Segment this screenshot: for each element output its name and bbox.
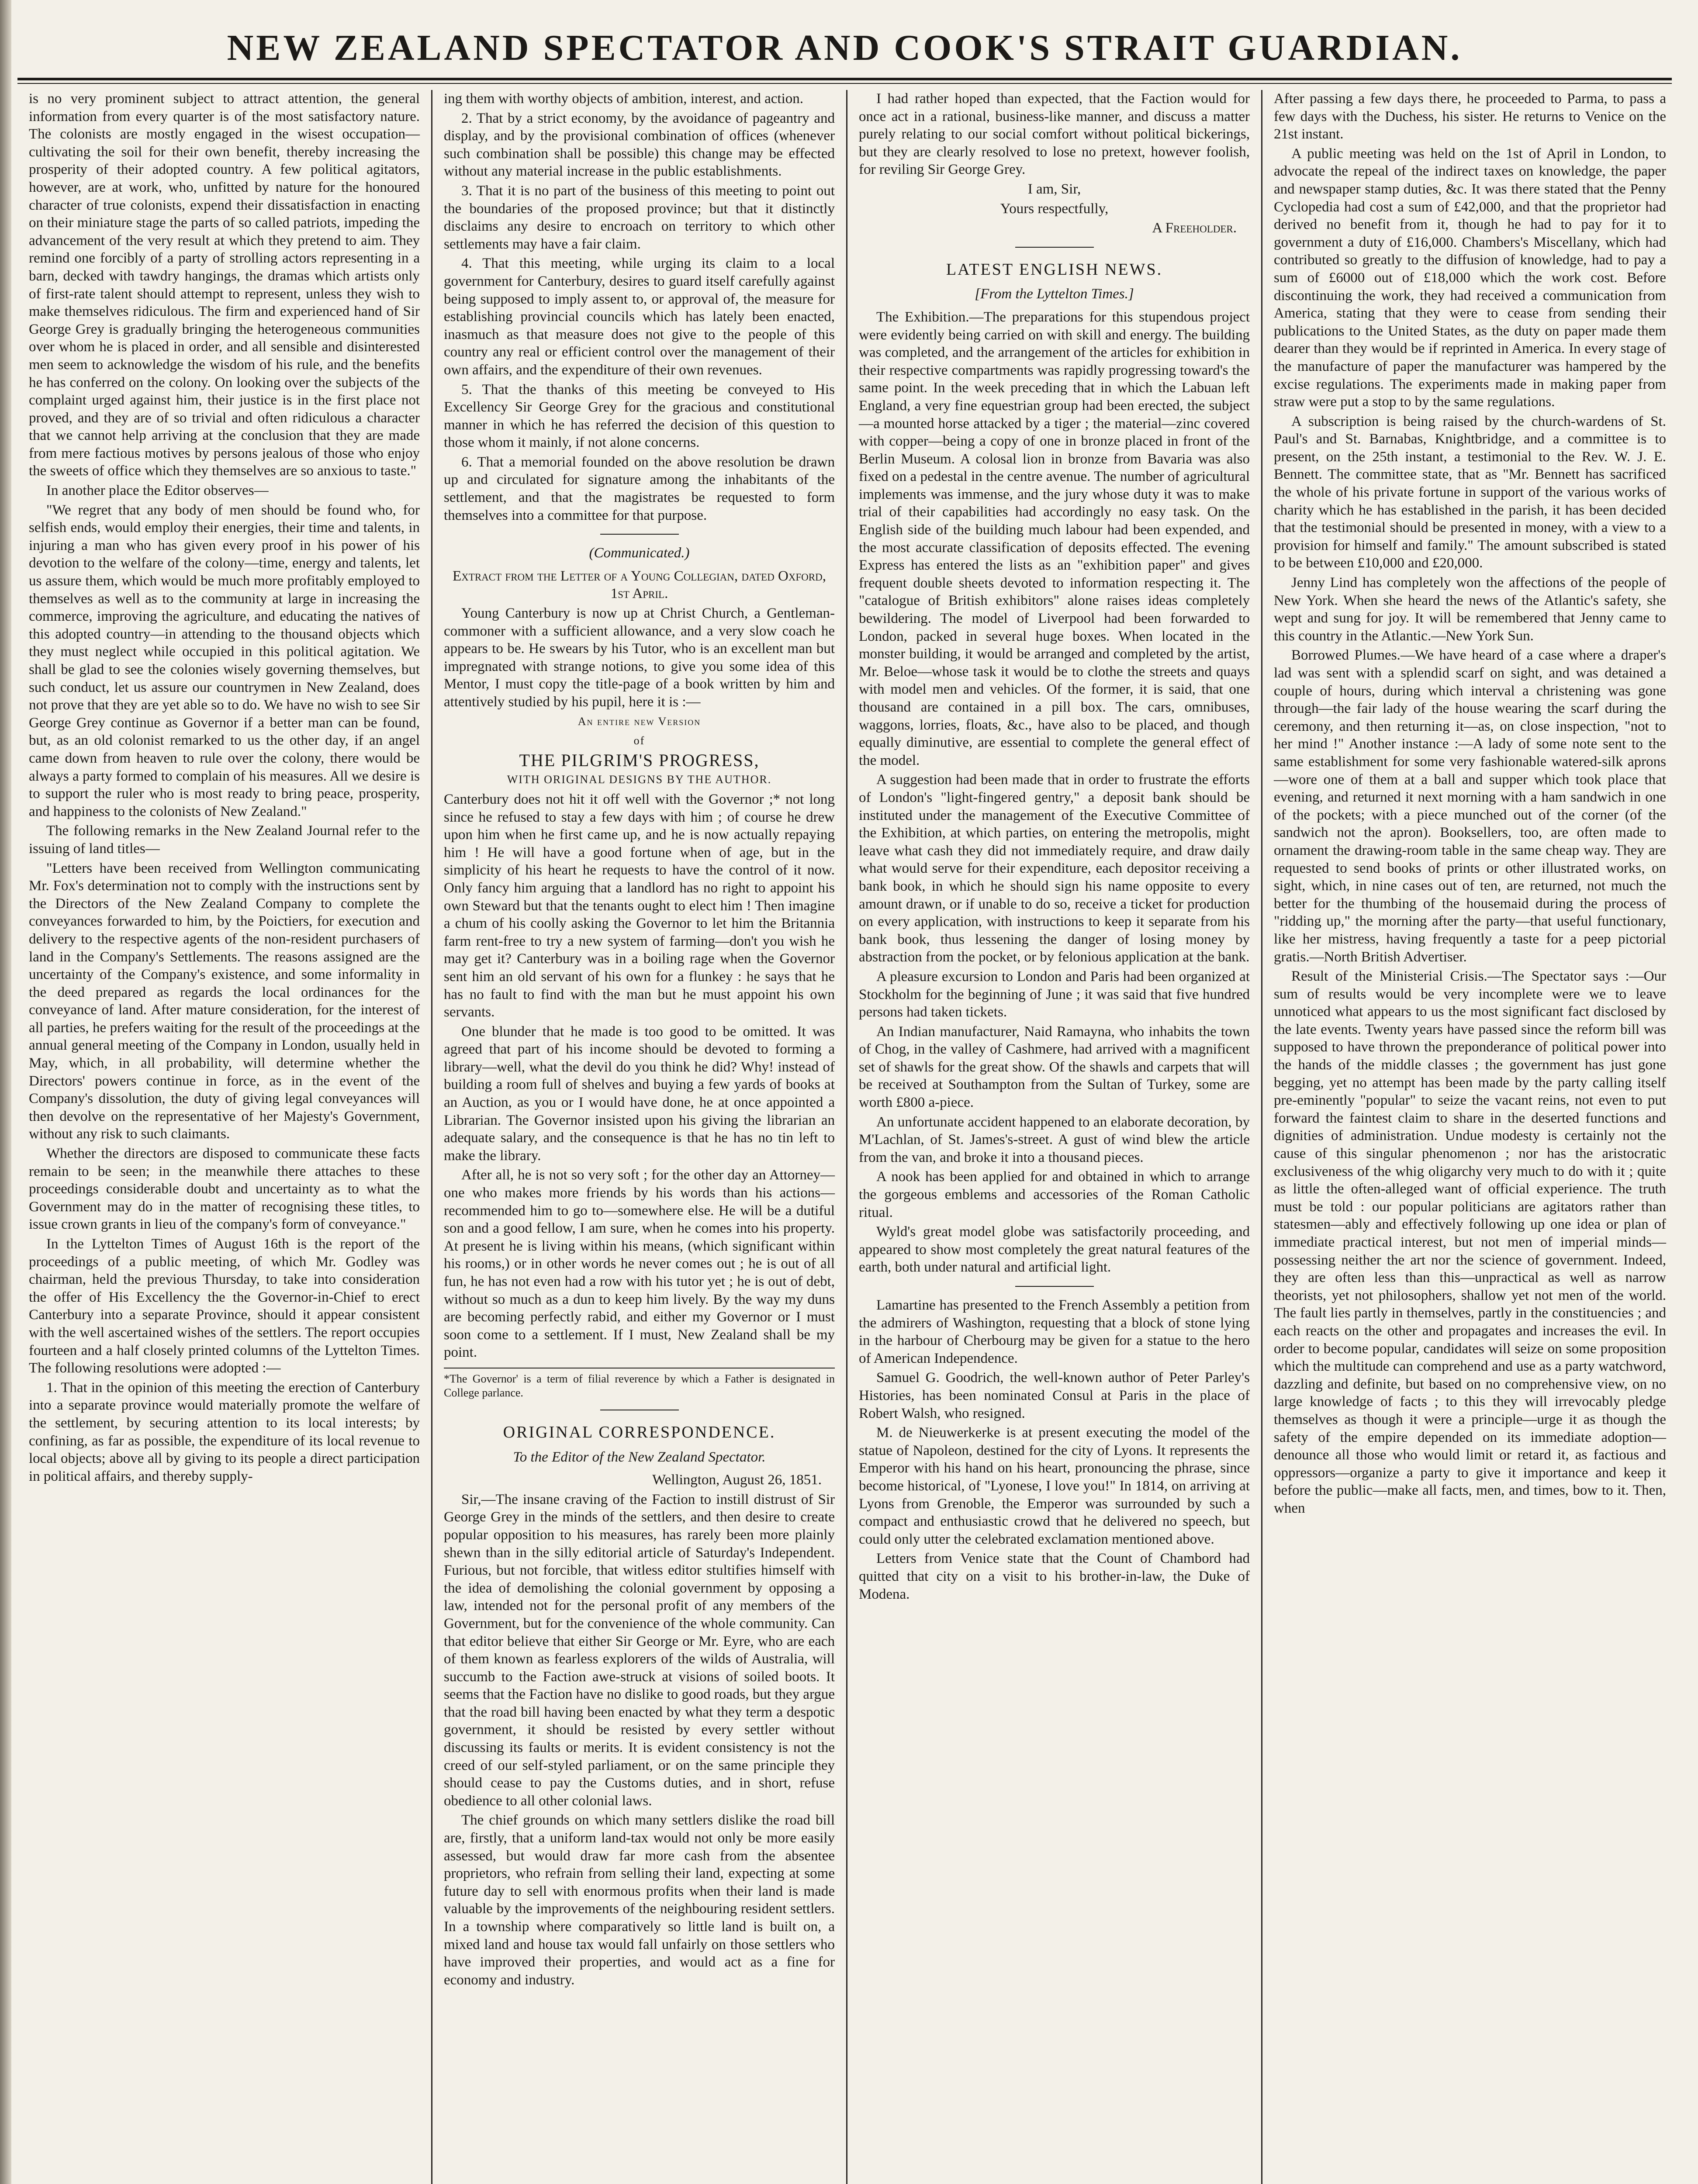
resolution-item: ing them with worthy objects of ambition, interest, and action. [444,91,804,107]
columns [17,90,1672,2184]
article-paragraph: In another place the Editor observes— [46,483,269,499]
entire-version-label: An entire new Version [578,715,701,728]
signature-line: Yours respectfully, [1000,200,1109,217]
signature-line: I am, Sir, [1027,181,1081,197]
news-paragraph: Samuel G. Goodrich, the well-known author of Peter Parley's Histories, has been nominated Consul at Paris in the place of Robert Walsh, who resigned. [859,1370,1250,1421]
news-paragraph: A public meeting was held on the 1st of April in London, to advocate the repeal of the indirect taxes on knowledge, the paper and newspaper stamp duties, &c. It was there stated that the Penny Cyclopedia had cost a sum of £42,000, and that the proprietor had derived no benefit from it, though he had to pay for it to government a duty of £16,000. Chambers's Miscellany, which had contributed so greatly to the diffusion of knowledge, had to pay a sum of £6000 out of £18,000 which the work cost. Before discontinuing the work, they had received a communication from America, stating that they were to cease from sending their publications to the United States, as the duty on paper made them dearer than they would be if reprinted in America. In every stage of the manufacture of paper the manufacturer was hampered by the excise regulations. The experiments made in making paper from straw were put a stop to by the same regulations. [1274,145,1666,410]
news-paragraph: Jenny Lind has completely won the affections of the people of New York. When she heard the news of the Atlantic's safety, she wept and sung for joy. It will be remembered that Jenny came to this country in the Atlantic.—New York Sun. [1274,575,1666,644]
original-designs-label: WITH ORIGINAL DESIGNS BY THE AUTHOR. [507,773,772,786]
section-divider [1015,1286,1094,1287]
pilgrim-title: THE PILGRIM'S PROGRESS, [519,750,760,770]
news-paragraph: A nook has been applied for and obtained in which to arrange the gorgeous emblems and accessories of the Roman Catholic ritual. [859,1169,1250,1220]
column-1 [17,90,432,2184]
masthead-rule [17,78,1672,84]
resolution-item: 1. That in the opinion of this meeting the erection of Canterbury into a separate province would materially promote the welfare of the settlement, by securing attention to its local interests; by confining, as far as possible, the expenditure of its local revenue to local objects; above all by giving to its people a direct participation in political affairs, and thereby supply- [29,1379,420,1484]
news-paragraph: An Indian manufacturer, Naid Ramayna, who inhabits the town of Chog, in the valley of Cashmere, had arrived with a magnificent set of shawls for the great show. Of the shawls and carpets that will be received at Southampton from the Sultan of Turkey, some are worth £800 a-piece. [859,1023,1250,1111]
resolution-item: 3. That it is no part of the business of this meeting to point out the boundaries of the proposed province; but that it distinctly disclaims any desire to encroach on territory to which other settlements may have a fair claim. [444,183,835,252]
article-paragraph: is no very prominent subject to attract attention, the general information from every quarter is of the most satisfactory nature. The colonists are mostly engaged in the wisest occupation—cultivating the soil for their own benefit, thereby increasing the prosperity of their adopted country. A few political agitators, however, are at work, who, unfitted by nature for the honoured character of true colonists, expend their dissatisfaction in enacting on their miniature stage the parts of so called patriots, impeding the advancement of the very result at which they pretend to aim. They remind one forcibly of a party of strolling actors representing in a barn, decked with tawdry hangings, the dramas which artists only of first-rate talent should attempt to represent, unless they wish to make themselves ridiculous. The firm and experienced hand of Sir George Grey is gradually bringing the heterogeneous communities over whom he is placed in order, and all sensible and disinterested men seem to acknowledge the wisdom of his rule, and the benefits he has conferred on the colony. On looking over the subjects of the complaint urged against him, their justice is in the first place not proved, and they are of so trivial and often ridiculous a character that we cannot help arriving at the conclusion that they are made from mere factious motives by persons jealous of those who enjoy the sweets of office which they themselves are so anxious to taste." [29,91,420,479]
news-paragraph: The Exhibition.—The preparations for this stupendous project were evidently being carried on with skill and energy. The building was completed, and the arrangement of the articles for exhibition in their respective compartments was rapidly progressing toward's the same point. In the week preceding that in which the Labuan left England, a very fine equestrian group had been erected, the subject—a mounted horse attacked by a tiger ; the material—zinc covered with copper—being a copy of one in bronze placed in front of the Berlin Museum. A colosal lion in bronze from Bavaria was also fixed on a pedestal in the centre avenue. The number of agricultural implements was immense, and the jury whose duty it was to make trial of their capabilities had accordingly no easy task. On the English side of the building much labour had been expended, and the most accurate classification of deposits effected. The evening Express has entered the lists as an "exhibition paper" and gives frequent double sheets devoted to information respecting it. The "catalogue of British exhibitors" alone raises ideas completely bewildering. The model of Liverpool had been forwarded to London, packed in several huge boxes. When located in the monster building, it would be arranged and completed by the artist, Mr. Beloe—whose task it would be to clothe the streets and quays with model men and vehicles. Of the former, it is said, that one thousand are contained in a pill box. The cars, omnibuses, waggons, lorries, floats, &c., have also to be placed, and though equally diminutive, are essential to complete the general effect of the model. [859,309,1250,768]
masthead: NEW ZEALAND SPECTATOR AND COOK'S STRAIT GUARDIAN. [227,28,1463,68]
news-paragraph: Lamartine has presented to the French Assembly a petition from the admirers of Washington, requesting that a block of stone lying in the harbour of Cherbourg may be given for a statue to the hero of American Independence. [859,1297,1250,1366]
article-paragraph: One blunder that he made is too good to be omitted. It was agreed that part of his income should be devoted to forming a library—well, what the devil do you think he did? Why! instead of building a room full of shelves and buying a few yards of books at an Auction, as you or I would have done, he at once appointed a Librarian. The Governor insisted upon his giving the librarian an adequate salary, and the consequence is that he has no tin left to make the library. [444,1023,835,1164]
communicated-heading: (Communicated.) [589,545,690,561]
signature-name: A Freeholder. [1152,220,1237,236]
column-3 [847,90,1262,2184]
dateline: Wellington, August 26, 1851. [652,1472,822,1488]
news-paragraph: M. de Nieuwerkerke is at present executing the model of the statue of Napoleon, destined for the city of Lyons. It represents the Emperor with his hand on his heart, pronouncing the phrase, since become historical, of "Lyonese, I love you!" In 1814, on arriving at Lyons from Grenoble, the Emperor was surrounded by such a compact and enthusiastic crowd that he delivered no speech, but could only utter the celebrated exclamation mentioned above. [859,1425,1250,1547]
resolution-item: 6. That a memorial founded on the above resolution be drawn up and circulated for signature among the inhabitants of the settlement, and that the magistrates be requested to form themselves into a committee for that purpose. [444,454,835,523]
news-source: [From the Lyttelton Times.] [975,286,1134,302]
quoted-paragraph: Whether the directors are disposed to communicate these facts remain to be seen; in the meanwhile there attaches to these proceedings considerable doubt and uncertainty as to what the Government may do in the matter of recognising these titles, to issue crown grants in lieu of the company's form of conveyance." [29,1146,420,1233]
original-correspondence-title: ORIGINAL CORRESPONDENCE. [503,1423,776,1441]
news-paragraph: After passing a few days there, he proceeded to Parma, to pass a few days with the Duchess, his sister. He returns to Venice on the 21st instant. [1274,91,1666,142]
news-paragraph: Result of the Ministerial Crisis.—The Spectator says :—Our sum of results would be very incomplete were we to leave unnoticed what appears to us the most significant fact disclosed by the late events. Twenty years have passed since the reform bill was supposed to have thrown the preponderance of political power into the hands of the middle classes ; the government has just gone begging, yet no attempt has been made by the party calling itself pre-eminently "popular" to seize the vacant reins, not even to put forward the faintest claim to share in the deserted functions and dignities of administration. Undue modesty is certainly not the cause of this singular phenomenon ; nor has the aristocratic exclusiveness of the whig oligarchy very much to do with it ; quite as little the often-alleged want of official experience. The truth must be told : our popular politicians are agitators rather than statesmen—ably and effectively following up one idea or plan of immediate practical interest, but not men of imperial minds—possessing neither the art nor the science of government. Indeed, they are often less than this—unpractical as well as narrow theorists, yet not philosophers, shallow yet not men of the world. The fault lies partly in themselves, partly in the constituencies ; and each reacts on the other and propagates and increases the evil. In order to become popular, candidates will seize on some proposition which the multitude can comprehend and use as a party watchword, dazzling and definite, but based on no comprehensive view, on no large knowledge of facts ; to this they will irrevocably pledge themselves as though it were a principle—urge it as though the safety of the empire depended on its immediate adoption—denounce all those who would limit or retard it, as factious and oppressors—organize a party to give it importance and keep it before the public—make all facts, men, and times, bow to it. Then, when [1274,968,1666,1516]
of-label: of [633,734,645,747]
news-paragraph: A pleasure excursion to London and Paris had been organized at Stockholm for the beginning of June ; it was said that five hundred persons had taken tickets. [859,968,1250,1020]
resolution-item: 5. That the thanks of this meeting be conveyed to His Excellency Sir George Grey for the gracious and constitutional manner in which he has referred the decision of this question to those whom it mainly, if not alone concerns. [444,381,835,451]
section-divider [600,534,679,535]
quoted-paragraph: "Letters have been received from Wellington communicating Mr. Fox's determination not to comply with the instructions sent by the Directors of the New Zealand Company to complete the conveyances forwarded to him, by the Poictiers, for execution and delivery to the respective agents of the non-resident purchasers of land in the Company's Settlements. The reasons assigned are the uncertainty of the Company's existence, and some informality in the deed prepared as regards the local ordinances for the conveyance of land. After mature consideration, for the interest of all parties, he prefers waiting for the result of the proceedings at the annual general meeting of the Company in London, usually held in May, which, in all probability, will determine whether the Directors' powers continue in force, as in the event of the Company's dissolution, the duty of giving legal conveyances will then devolve on the representative of her Majesty's Government, without any risk to such claimants. [29,860,420,1142]
article-paragraph: Canterbury does not hit it off well with the Governor ;* not long since he refused to stay a few days with him ; of course he drew upon him when he first came up, and he is now actually repaying him ! He will have a good fortune when of age, but in the simplicity of his heart he requests to have the control of it now. Only fancy him arguing that a landlord has no right to appoint his own Steward but that the tenants ought to elect him ! Then imagine a chum of his coolly asking the Governor to let him the Britannia farm rent-free to try a new system of farming—don't you wish he may get it? Canterbury was in a boiling rage when the Governor sent him an old servant of his own for a flunkey : he says that he has no fault to find with the man but he must appoint his own servants. [444,791,835,1020]
correspondence-subheading: To the Editor of the New Zealand Spectator. [513,1449,766,1465]
resolution-item: 2. That by a strict economy, by the avoidance of pageantry and display, and by the provisional combination of offices (whenever such combination shall be possible) this change may be effected without any material increase in the public establishments. [444,110,835,180]
footnote: *The Governor' is a term of filial reverence by which a Father is designated in College parlance. [444,1368,835,1400]
section-divider [1015,247,1094,248]
article-paragraph: In the Lyttelton Times of August 16th is the report of the proceedings of a public meeting, of which Mr. Godley was chairman, held the previous Thursday, to take into consideration the offer of His Excellency the the Governor-in-Chief to erect Canterbury into a separate Province, should it appear consistent with the well ascertained wishes of the settlers. The report occupies fourteen and a half closely printed columns of the Lyttelton Times. The following resolutions were adopted :— [29,1236,420,1376]
resolutions-list [444,90,835,524]
quoted-paragraph: "We regret that any body of men should be found who, for selfish ends, would employ their energies, their time and talents, in injuring a man who has given every proof in his power of his devotion to the welfare of the colony—time, energy and talents, let us assure them, which would be much more profitably employed to themselves as well as to the community at large in increasing the commerce, improving the agriculture, and educating the natives of this adopted country—in attending to the thousand objects which they must neglect while occupied in this political agitation. We shall be glad to see the colonies wisely governing themselves, but such conduct, let us assure our countrymen in New Zealand, does not prove that they are yet able so to do. We have no wish to see Sir George Grey continue as Governor if a better man can be found, but, as an old colonist remarked to us the other day, if an angel came down from heaven to rule over the colony, there would be always a party formed to complain of his measures. All we desire is to support the ruler who is most ready to bring peace, prosperity, and happiness to the colonists of New Zealand." [29,502,420,819]
letter-paragraph: I had rather hoped than expected, that the Faction would for once act in a rational, business-like manner, and discuss a matter purely relating to our social comfort without political bickerings, but they are clearly resolved to lose no pretext, however foolish, for reviling Sir George Grey. [859,91,1250,178]
news-paragraph: Borrowed Plumes.—We have heard of a case where a draper's lad was sent with a splendid scarf on sight, and was detained a couple of hours, during which interval a christening was gone through—the fair lady of the house wearing the scarf during the ceremony, and then returning it—as, on close inspection, "not to her mind !" Another instance :—A lady of some note sent to the same establishment for some very fashionable watered-silk aprons—wore one of them at a ball and supper which took place that evening, and returned it next morning with a ham sandwich in one of the pockets; with a piece munched out of the corner (of the sandwich not the apron). Booksellers, too, are often made to ornament the drawing-room table in the same cheap way. They are requested to send books of prints or other illustrated works, on sight, which, in nine cases out of ten, are returned, not much the better for the thumbing of the housemaid during the process of "ridding up," the morning after the party—that useful functionary, like her mistress, having frequently a taste for a peep pictorial gratis.—North British Advertiser. [1274,647,1666,965]
news-paragraph: Wyld's great model globe was satisfactorily proceeding, and appeared to show most completely the great natural features of the earth, both under natural and artificial light. [859,1224,1250,1275]
letter-paragraph: The chief grounds on which many settlers dislike the road bill are, firstly, that a uniform land-tax would not only be more easily assessed, but would draw far more cash from the absentee proprietors, who refrain from selling their land, expecting at some future day to sell with enormous profits when their land is made valuable by the improvements of the neighbouring resident settlers. In a township where comparatively so little land is built on, a mixed land and house tax would fall unfairly on those settlers who have improved their properties, and would act as a fine for economy and industry. [444,1812,835,1988]
page-edge-shadow [0,0,11,2184]
news-paragraph: A subscription is being raised by the church-wardens of St. Paul's and St. Barnabas, Knightbridge, and a committee is to present, on the 25th instant, a testimonial to the Rev. W. J. E. Bennett. The committee state, that as "Mr. Bennett has sacrificed the whole of his private fortune in support of the various works of charity which he has established in the parish, it has been decided that the testimonial should be presented in money, with a view to a provision for himself and family." The amount subscribed is stated to be between £10,000 and £20,000. [1274,413,1666,571]
resolution-item: 4. That this meeting, while urging its claim to a local government for Canterbury, desires to guard itself carefully against being supposed to imply assent to, or approval of, the measure for establishing provincial councils which has lately been enacted, inasmuch as that measure does not give to the people of this country any real or efficient control over the management of their own affairs, and the expenditure of their own revenues. [444,256,835,378]
news-title: LATEST ENGLISH NEWS. [946,260,1163,279]
extract-heading: Extract from the Letter of a Young Collegian, dated Oxford, 1st April. [453,568,826,602]
column-2 [432,90,847,2184]
extract-intro: Young Canterbury is now up at Christ Church, a Gentleman-commoner with a sufficient allowance, and a very slow coach he appears to be. He swears by his Tutor, who is an excellent man but impregnated with strange notions, to give you some idea of this Mentor, I must copy the title-page of a book written by him and attentively studied by his pupil, here it is :— [444,605,835,710]
letter-paragraph: Sir,—The insane craving of the Faction to instill distrust of Sir George Grey in the minds of the settlers, and then desire to create popular opposition to his measures, has rarely been more plainly shewn than in the silly editorial article of Saturday's Independent. Furious, but not forcible, that witless editor stultifies himself with the idea of demolishing the colonial government by opposing a law, intended not for the personal profit of any members of the Government, but for the convenience of the whole community. Can that editor believe that either Sir George or Mr. Eyre, who are each of them known as fearless explorers of the wilds of Australia, will succumb to the Faction awe-struck at visions of soiled boots. It seems that the Faction have no dislike to good roads, but they argue that the road bill having been enacted by what they term a despotic government, it should be resisted by every settler without discussing its faults or merits. It is evident consistency is not the creed of our self-styled parliament, or on the same principle they should cease to pay the Customs duties, and in short, refuse obedience to all other colonial laws. [444,1491,835,1809]
news-paragraph: Letters from Venice state that the Count of Chambord had quitted that city on a visit to his brother-in-law, the Duke of Modena. [859,1551,1250,1602]
news-paragraph: A suggestion had been made that in order to frustrate the efforts of London's "light-fingered gentry," a deposit bank should be instituted under the management of the Executive Committee of the Exhibition, at which parties, on entering the metropolis, might leave what cash they did not immediately require, and draw daily what would serve for their expenditure, each depositor receiving a bank book, in which he should sign his name opposite to every amount drawn, or if unable to do so, receive a ticket for production on every application, with instructions to keep it separate from his bank book, thus lessening the danger of losing money by abstraction from the pocket, or by felonious application at the bank. [859,772,1250,965]
article-paragraph: The following remarks in the New Zealand Journal refer to the issuing of land titles— [29,823,420,857]
column-4 [1262,90,1677,2184]
news-paragraph: An unfortunate accident happened to an elaborate decoration, by M'Lachlan, of St. James's-street. A gust of wind blew the article from the van, and broke it into a thousand pieces. [859,1114,1250,1165]
article-paragraph: After all, he is not so very soft ; for the other day an Attorney—one who makes more friends by his words than his actions—recommended him to go to—somewhere else. He will be a dutiful son and a good fellow, I am sure, when he comes into his property. At present he is living within his means, (which significant within his rooms,) or in other words he never comes out ; he is out of all fun, he has not even had a row with his tutor yet ; he is out of debt, without so much as a dun to keep him lively. By the way my duns are becoming perfectly rabid, and either my Governor or I must soon come to a settlement. If I must, New Zealand shall be my point. [444,1167,835,1361]
